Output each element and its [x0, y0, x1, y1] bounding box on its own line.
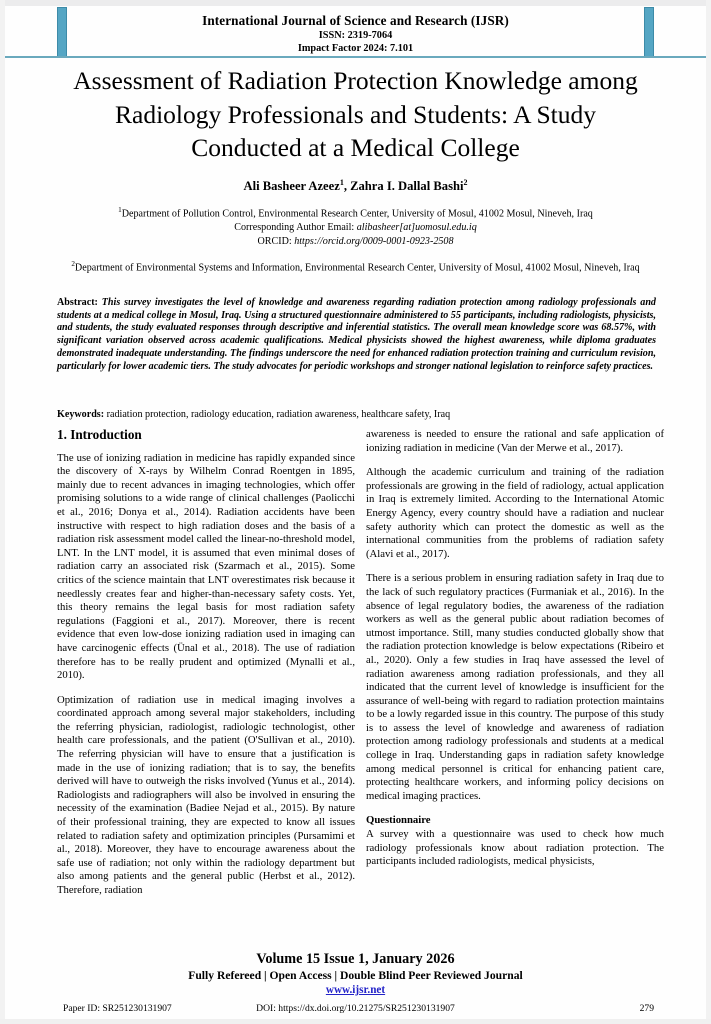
page-bottom-edge	[0, 1019, 711, 1024]
paragraph-right-1: awareness is needed to ensure the rational and safe application of ionizing radiation in medicine (Van der Merwe et al., 2017).	[366, 428, 664, 454]
decorative-bar-right	[644, 7, 654, 58]
paragraph-questionnaire: A survey with a questionnaire was used to check how much radiology professionals know about radiation protection. The participants included radiologists, medical physicists,	[366, 828, 664, 868]
footer-page-number: 279	[639, 1003, 654, 1014]
author-1-affil-marker: 1	[339, 178, 344, 187]
body-column-left	[57, 428, 355, 909]
abstract-text: This survey investigates the level of knowledge and awareness regarding radiation protection among radiology professionals and students at a medical college in Mosul, Iraq. Using a structured questionnaire administered to 55 participants, including radiologists, physicists, and students, the study evaluated responses through descriptive and inferential statistics. The overall mean knowledge score was 68.57%, with significant variation observed across academic qualifications. Medical physicists showed the highest awareness, while diploma graduates demonstrated inadequate understanding. The findings underscore the need for enhanced radiation protection training and curriculum revision, particularly for lower academic tiers. The study advocates for periodic workshops and stronger national legislation to reinforce safety practices.	[57, 297, 656, 372]
page-left-edge	[0, 0, 5, 1024]
affiliation-1-text: Department of Pollution Control, Environmental Research Center, University of Mosul, 41002 Mosul, Nineveh, Iraq	[121, 208, 593, 220]
article-title: Assessment of Radiation Protection Knowledge among Radiology Professionals and Students: A Study Conducted at a Medical College	[73, 66, 638, 162]
author-list	[60, 178, 651, 194]
paragraph-intro-2: Optimization of radiation use in medical imaging involves a coordinated approach among several major stakeholders, including the referring physician, radiologist, radiologic technologist, other health care professionals, and the patient (O'Sullivan et al., 2010). The referring physician will have to ensure that a justification is made in the use of ionizing radiation; that is to say, the benefits derived will have to outweigh the risks involved (Yunus et al., 2014). Radiologists and radiographers will also be involved in ensuring the necessity of the examination (Badiee Nejad et al., 2015). By nature of their professional training, they are expected to know all issues related to radiation safety and optimization principles (Pursamimi et al., 2018). Moreover, they have to encourage awareness about the safe use of radiation; not only within the radiology department but also among patients and the general public (Herbst et al., 2012). Therefore, radiation	[57, 693, 355, 896]
corresponding-email: alibasheer[at]uomosul.edu.iq	[356, 221, 477, 233]
page-right-edge	[706, 0, 711, 1024]
footer-volume: Volume 15 Issue 1, January 2026	[256, 951, 455, 967]
journal-header	[5, 6, 706, 56]
paragraph-intro-1: The use of ionizing radiation in medicine has rapidly expanded since the discovery of X-rays by Wilhelm Conrad Roentgen in 1895, mainly due to recent advances in imaging technologies, which offer promising solutions to a wide range of clinical challenges (Paolicchi et al., 2016; Donya et al., 2014). Radiation accidents have been instructive with respect to high radiation doses and the basis of a radiation risk assessment model called the linear-no-threshold model, LNT. In the LNT model, it is assumed that even minimal doses of radiation carry an associated risk (Szarmach et al., 2015). Some critics of the science maintain that LNT overestimates risk because it needlessly creates fear and higher-than-necessary safety costs. Yet, this theory remains the legal basis for most radiation safety regulations (Faggioni et al., 2017). Moreover, there is recent evidence that even low-dose ionizing radiation used in imaging can have carcinogenic effects (Ünal et al., 2018). The use of radiation therefore has to be really prudent and optimized (Mynalli et al., 2010).	[57, 451, 355, 682]
footer-doi[interactable]: DOI: https://dx.doi.org/10.21275/SR251230131907	[256, 1003, 455, 1014]
subsection-heading-questionnaire: Questionnaire	[366, 814, 431, 827]
orcid-label: ORCID:	[257, 235, 295, 247]
abstract-label: Abstract:	[57, 297, 102, 308]
footer-refereed: Fully Refereed | Open Access | Double Blind Peer Reviewed Journal	[188, 969, 523, 982]
journal-title: International Journal of Science and Research (IJSR)	[202, 13, 509, 28]
journal-impact-factor: Impact Factor 2024: 7.101	[297, 43, 414, 54]
page-footer	[5, 950, 706, 1019]
journal-issn: ISSN: 2319-7064	[318, 30, 393, 41]
paragraph-right-3: There is a serious problem in ensuring radiation safety in Iraq due to the lack of such regulatory practices (Furmaniak et al., 2016). In the absence of legal regulatory bodies, the awareness of the radiation workers as well as the general public about radiation becomes of utmost importance. Still, many studies conducted globally show that the radiation protection knowledge is below expectations (Ribeiro et al., 2020). Only a few studies in Iraq have assessed the level of radiation awareness among radiation professionals, and they all indicated that the current level of knowledge is insufficient for the assurance of well-being with regard to radiation protection maintains to be a lowly regarded issue in this country. The purpose of this study is to assess the level of knowledge and awareness of radiation protection among radiology professionals and students at a medical college in Iraq. Understanding gaps in radiation safety knowledge among medical personnel is critical for enhancing patient care, protecting healthcare workers, and informing policy decisions on medical imaging practices.	[366, 572, 664, 802]
body-column-right	[366, 428, 664, 869]
section-heading-introduction: 1. Introduction	[57, 427, 142, 442]
affiliation-1-line	[40, 204, 671, 221]
author-1-name: Ali Basheer Azeez	[243, 179, 340, 194]
keywords-text: radiation protection, radiology education, radiation awareness, healthcare safety, Iraq	[106, 409, 451, 420]
footer-journal-url[interactable]: www.ijsr.net	[325, 984, 386, 996]
affiliation-2-marker: 2	[71, 260, 75, 268]
affiliation-block-2	[28, 258, 683, 275]
corresponding-author-line	[40, 221, 671, 235]
affiliation-block-1	[40, 204, 671, 248]
decorative-bar-left	[57, 7, 67, 58]
orcid-line	[40, 235, 671, 249]
footer-meta-row	[5, 1003, 706, 1019]
orcid-value: https://orcid.org/0009-0001-0923-2508	[294, 235, 454, 247]
author-2-affil-marker: 2	[463, 178, 468, 187]
paragraph-right-2: Although the academic curriculum and training of the radiation professionals are growing in the field of radiology, actual application in Iraq is extremely limited. According to the International Atomic Energy Agency, every country should have a radiation and nuclear safety authority which can protect the domestic as well as the international communities from the problems of radiation safety (Alavi et al., 2017).	[366, 466, 664, 560]
affiliation-1-marker: 1	[118, 206, 122, 214]
footer-paper-id: Paper ID: SR251230131907	[63, 1003, 172, 1014]
keywords-label: Keywords:	[57, 409, 107, 420]
affiliation-2-text: Department of Environmental Systems and Information, Environmental Research Center, University of Mosul, 41002 Mosul, Nineveh, Iraq	[74, 262, 640, 274]
abstract-block	[57, 297, 656, 373]
corresponding-label: Corresponding Author Email:	[234, 221, 357, 233]
author-2-name: , Zahra I. Dallal Bashi	[343, 179, 464, 194]
header-divider	[5, 56, 706, 58]
keywords-block	[57, 409, 656, 422]
